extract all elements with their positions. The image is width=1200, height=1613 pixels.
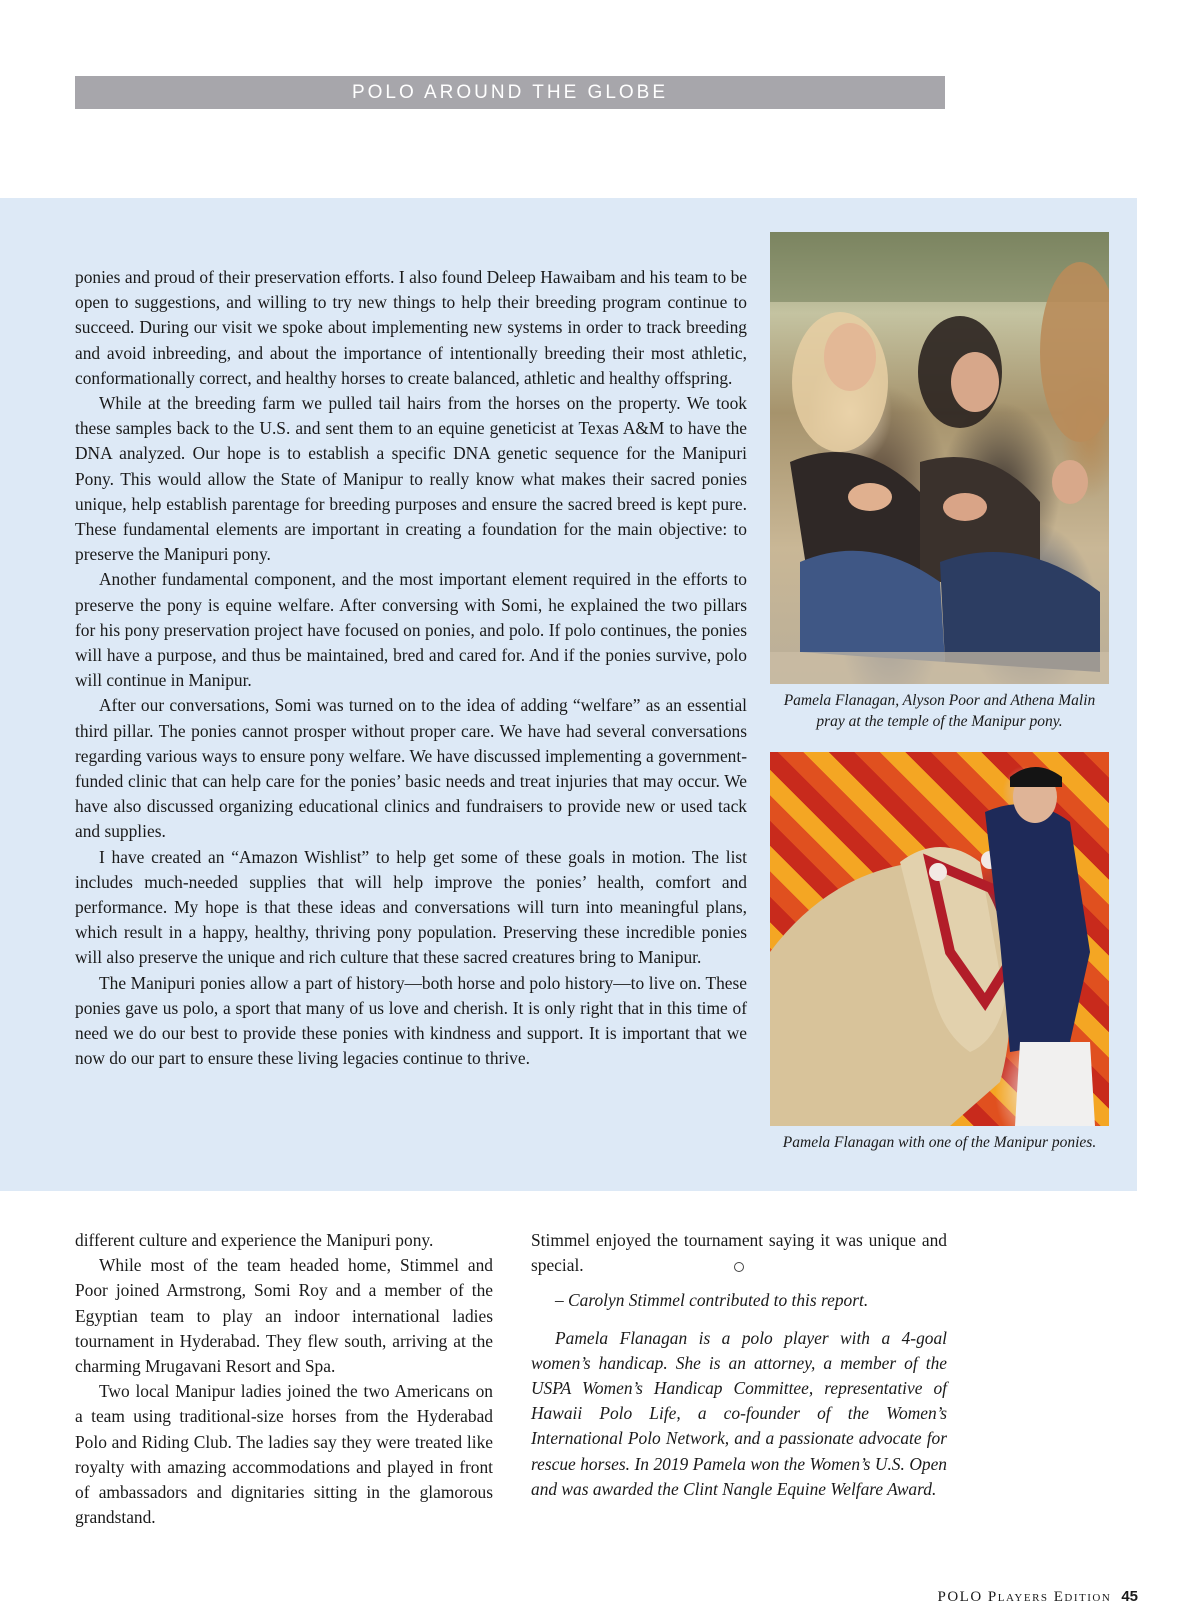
section-header: POLO AROUND THE GLOBE [75, 76, 945, 109]
page-footer [937, 1588, 1138, 1606]
temple-prayer-photo [770, 232, 1109, 684]
page-number: 45 [1121, 1588, 1138, 1605]
photo-caption: Pamela Flanagan, Alyson Poor and Athena Malin pray at the temple of the Manipur pony. [783, 692, 1096, 730]
sidebar-paragraph: ponies and proud of their preservation efforts. I also found Deleep Hawaibam and his team to be open to suggestions, and willing to try new things to help their breeding program continue to succeed. During our visit we spoke about implementing new systems in order to track breeding and avoid inbreeding, and about the importance of intentionally breeding their most athletic, conformationally correct, and healthy horses to create balanced, athletic and healthy offspring. [75, 267, 747, 388]
end-of-article-icon [734, 1262, 744, 1272]
temple-prayer-illustration [770, 232, 1109, 684]
article-paragraph: Two local Manipur ladies joined the two Americans on a team using traditional-size horses from the Hyderabad Polo and Riding Club. The ladies say they were treated like royalty with amazing accommodations and played in front of ambassadors and dignitaries sitting in the glamorous grandstand. [75, 1381, 493, 1528]
author-bio: Pamela Flanagan is a polo player with a 4-goal women’s handicap. She is an attorney, a member of the USPA Women’s Handicap Committee, representative of Hawaii Polo Life, a co-founder of the Women’s International Polo Network, and a passionate advocate for rescue horses. In 2019 Pamela won the Women’s U.S. Open and was awarded the Clint Nangle Equine Welfare Award. [531, 1327, 947, 1499]
pony-photo [770, 752, 1109, 1126]
sidebar-paragraph: While at the breeding farm we pulled tail hairs from the horses on the property. We took these samples back to the U.S. and sent them to an equine geneticist at Texas A&M to have the DNA analyzed. Our hope is to establish a specific DNA genetic sequence for the Manipuri Pony. This would allow the State of Manipur to really know what makes their sacred ponies unique, help establish parentage for breeding purposes and ensure the sacred breed is kept pure. These fundamental elements are important in creating a foundation for the main objective: to preserve the Manipuri pony. [75, 393, 747, 565]
article-paragraph: different culture and experience the Manipuri pony. [75, 1230, 434, 1250]
publication-name: POLO Players Edition [937, 1589, 1112, 1605]
contributor-note: – Carolyn Stimmel contributed to this report. [555, 1290, 869, 1311]
sidebar-paragraph: After our conversations, Somi was turned on to the idea of adding “welfare” as an essential third pillar. The ponies cannot prosper without proper care. We have had several conversations regarding various ways to ensure pony welfare. We have discussed implementing a government-funded clinic that can help care for the ponies’ basic needs and treat injuries that may occur. We have also discussed organizing educational clinics and fundraisers to provide new or used tack and supplies. [75, 695, 747, 842]
closing-text: Stimmel enjoyed the tournament saying it was unique and special. [531, 1230, 947, 1276]
article-column-right [531, 1228, 947, 1514]
sidebar-paragraph: Another fundamental component, and the most important element required in the efforts to preserve the pony is equine welfare. After conversing with Somi, he explained the two pillars for his pony preservation project have focused on ponies, and polo. If polo continues, the ponies will have a purpose, and thus be maintained, bred and cared for. And if the ponies survive, polo will continue in Manipur. [75, 569, 747, 691]
article-closing [531, 1228, 947, 1278]
sidebar-paragraph: The Manipuri ponies allow a part of history—both horse and polo history—to live on. These ponies gave us polo, a sport that many of us love and cherish. It is only right that in this time of need we do our best to provide these ponies with kindness and support. It is important that we now do our part to ensure these living legacies continue to thrive. [75, 972, 747, 1069]
photo-caption: Pamela Flanagan with one of the Manipur ponies. [782, 1134, 1097, 1151]
article-paragraph: While most of the team headed home, Stimmel and Poor joined Armstrong, Somi Roy and a member of the Egyptian team to play an indoor international ladies tournament in Hyderabad. They flew south, arriving at the charming Mrugavani Resort and Spa. [75, 1255, 493, 1377]
pony-illustration [770, 752, 1109, 1126]
sidebar-paragraph: I have created an “Amazon Wishlist” to help get some of these goals in motion. The list includes much-needed supplies that will help improve the ponies’ health, comfort and performance. My hope is that these ideas and conversations will turn into meaningful plans, which result in a happy, healthy, thriving pony population. Preserving these incredible ponies will also preserve the unique and rich culture that these sacred creatures bring to Manipur. [75, 846, 747, 968]
article-column-left [75, 1228, 493, 1530]
sidebar-article [75, 265, 747, 1072]
